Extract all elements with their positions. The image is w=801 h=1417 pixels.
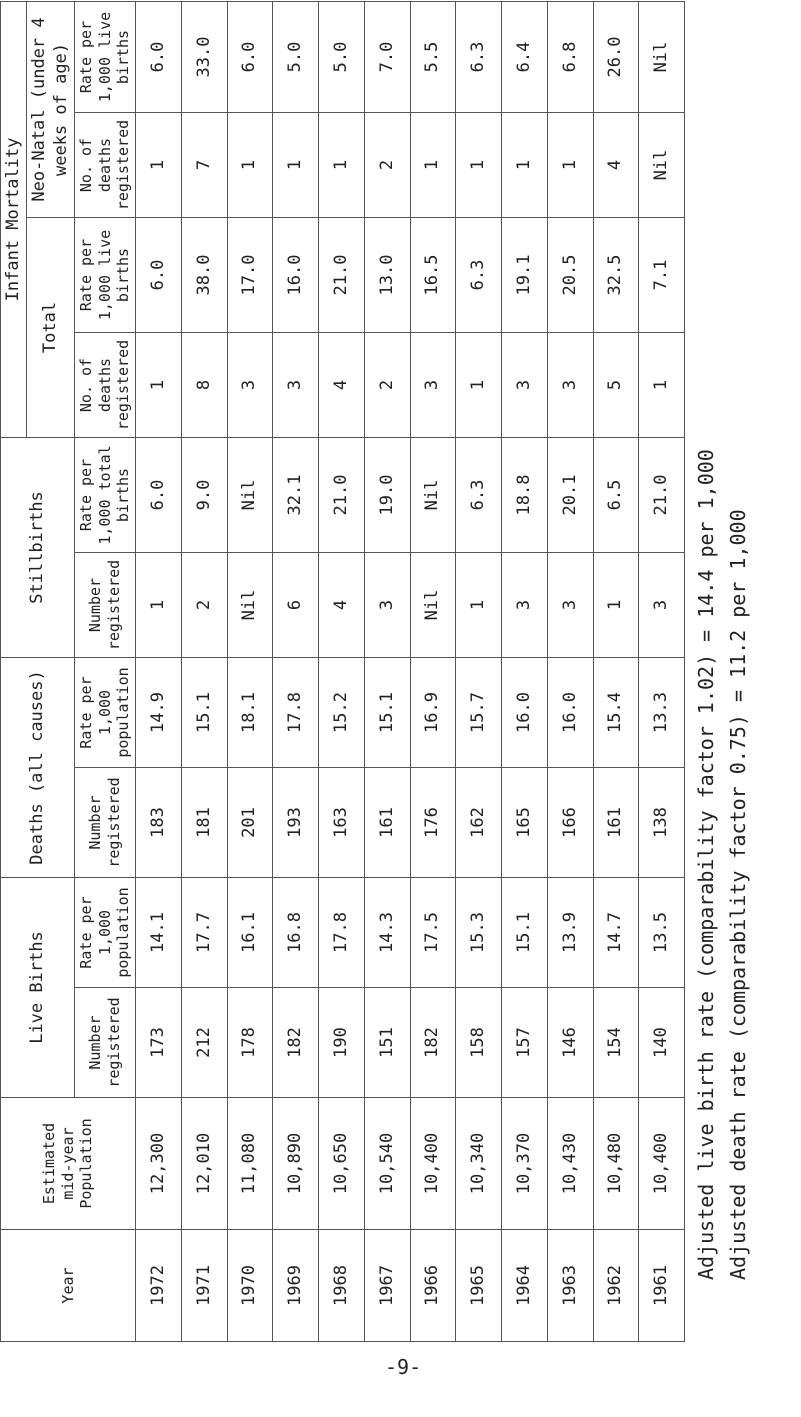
- table-row: [181, 1, 227, 1341]
- stillbirths-number-cell: 3: [502, 553, 548, 658]
- stillbirths-number-cell: 1: [456, 553, 502, 658]
- neo-natal-rate-cell: 5.0: [319, 1, 365, 112]
- stillbirths-number-cell: 4: [319, 553, 365, 658]
- deaths-rate-cell: 15.2: [319, 658, 365, 768]
- deaths-rate-cell: 16.9: [410, 658, 456, 768]
- table-row: [364, 1, 410, 1341]
- header-neo-natal: Neo-Natal (under 4 weeks of age): [27, 1, 75, 217]
- population-cell: 10,890: [273, 1098, 319, 1230]
- footnote-adjusted-birth-rate: Adjusted live birth rate (comparability factor 1.02) = 14.4 per 1,000: [694, 449, 718, 1280]
- deaths-number-cell: 201: [227, 768, 273, 878]
- infant-rate-cell: 17.0: [227, 218, 273, 333]
- table-row: [502, 1, 548, 1341]
- page-number: -9-: [385, 1355, 422, 1379]
- live-births-number-cell: 190: [319, 988, 365, 1098]
- deaths-rate-cell: 16.0: [502, 658, 548, 768]
- live-births-rate-cell: 17.7: [181, 878, 227, 988]
- neo-natal-number-cell: 1: [502, 113, 548, 218]
- stillbirths-rate-cell: 21.0: [639, 438, 685, 553]
- neo-natal-rate-cell: 6.0: [136, 1, 182, 112]
- stillbirths-rate-cell: 20.1: [547, 438, 593, 553]
- infant-deaths-number-cell: 1: [639, 333, 685, 438]
- live-births-number-cell: 178: [227, 988, 273, 1098]
- stillbirths-number-cell: Nil: [410, 553, 456, 658]
- infant-rate-cell: 16.5: [410, 218, 456, 333]
- live-births-number-cell: 140: [639, 988, 685, 1098]
- stillbirths-rate-cell: Nil: [227, 438, 273, 553]
- live-births-number-cell: 182: [273, 988, 319, 1098]
- table-row: [319, 1, 365, 1341]
- header-neo-number: No. of deaths registered: [74, 113, 135, 218]
- neo-natal-rate-cell: 33.0: [181, 1, 227, 112]
- live-births-rate-cell: 14.1: [136, 878, 182, 988]
- infant-deaths-number-cell: 1: [456, 333, 502, 438]
- vital-statistics-table: [0, 1, 685, 1342]
- table-row: [639, 1, 685, 1341]
- header-inf-number: No. of deaths registered: [74, 333, 135, 438]
- stillbirths-rate-cell: 18.8: [502, 438, 548, 553]
- header-inf-rate: Rate per 1,000 live births: [74, 218, 135, 333]
- population-cell: 10,480: [593, 1098, 639, 1230]
- neo-natal-number-cell: Nil: [639, 113, 685, 218]
- rotated-table-container: [0, 2, 685, 1342]
- infant-deaths-number-cell: 3: [227, 333, 273, 438]
- table-row: [227, 1, 273, 1341]
- population-cell: 11,080: [227, 1098, 273, 1230]
- neo-natal-rate-cell: 6.3: [456, 1, 502, 112]
- live-births-rate-cell: 17.5: [410, 878, 456, 988]
- footnote-adjusted-death-rate: Adjusted death rate (comparability factor 0.75) = 11.2 per 1,000: [726, 509, 750, 1280]
- live-births-rate-cell: 16.8: [273, 878, 319, 988]
- stillbirths-rate-cell: 6.0: [136, 438, 182, 553]
- infant-deaths-number-cell: 1: [136, 333, 182, 438]
- table-row: [410, 1, 456, 1341]
- infant-deaths-number-cell: 5: [593, 333, 639, 438]
- population-cell: 10,340: [456, 1098, 502, 1230]
- header-neo-rate: Rate per 1,000 live births: [74, 1, 135, 112]
- neo-natal-rate-cell: Nil: [639, 1, 685, 112]
- year-cell: 1968: [319, 1230, 365, 1342]
- infant-rate-cell: 7.1: [639, 218, 685, 333]
- year-cell: 1962: [593, 1230, 639, 1342]
- live-births-number-cell: 182: [410, 988, 456, 1098]
- live-births-rate-cell: 14.3: [364, 878, 410, 988]
- stillbirths-number-cell: 1: [593, 553, 639, 658]
- deaths-number-cell: 162: [456, 768, 502, 878]
- stillbirths-number-cell: 2: [181, 553, 227, 658]
- live-births-number-cell: 173: [136, 988, 182, 1098]
- infant-rate-cell: 20.5: [547, 218, 593, 333]
- stillbirths-rate-cell: 21.0: [319, 438, 365, 553]
- stillbirths-number-cell: 3: [547, 553, 593, 658]
- header-population: Estimated mid-year Population: [1, 1098, 136, 1230]
- year-cell: 1963: [547, 1230, 593, 1342]
- stillbirths-number-cell: 1: [136, 553, 182, 658]
- infant-deaths-number-cell: 3: [547, 333, 593, 438]
- deaths-rate-cell: 16.0: [547, 658, 593, 768]
- deaths-number-cell: 138: [639, 768, 685, 878]
- live-births-number-cell: 212: [181, 988, 227, 1098]
- year-cell: 1966: [410, 1230, 456, 1342]
- infant-rate-cell: 6.0: [136, 218, 182, 333]
- year-cell: 1972: [136, 1230, 182, 1342]
- stillbirths-rate-cell: 6.3: [456, 438, 502, 553]
- live-births-rate-cell: 13.9: [547, 878, 593, 988]
- neo-natal-number-cell: 1: [227, 113, 273, 218]
- live-births-rate-cell: 13.5: [639, 878, 685, 988]
- live-births-number-cell: 154: [593, 988, 639, 1098]
- neo-natal-number-cell: 1: [547, 113, 593, 218]
- neo-natal-number-cell: 4: [593, 113, 639, 218]
- deaths-rate-cell: 15.7: [456, 658, 502, 768]
- year-cell: 1971: [181, 1230, 227, 1342]
- header-live-births: Live Births: [1, 878, 75, 1098]
- deaths-number-cell: 193: [273, 768, 319, 878]
- infant-rate-cell: 13.0: [364, 218, 410, 333]
- header-lb-number: Number registered: [74, 988, 135, 1098]
- stillbirths-number-cell: 3: [364, 553, 410, 658]
- neo-natal-number-cell: 1: [410, 113, 456, 218]
- deaths-rate-cell: 14.9: [136, 658, 182, 768]
- infant-rate-cell: 21.0: [319, 218, 365, 333]
- population-cell: 10,430: [547, 1098, 593, 1230]
- population-cell: 10,400: [639, 1098, 685, 1230]
- table-row: [593, 1, 639, 1341]
- table-row: [456, 1, 502, 1341]
- deaths-rate-cell: 18.1: [227, 658, 273, 768]
- neo-natal-number-cell: 7: [181, 113, 227, 218]
- neo-natal-rate-cell: 7.0: [364, 1, 410, 112]
- live-births-rate-cell: 15.3: [456, 878, 502, 988]
- live-births-rate-cell: 17.8: [319, 878, 365, 988]
- neo-natal-rate-cell: 5.5: [410, 1, 456, 112]
- infant-deaths-number-cell: 3: [502, 333, 548, 438]
- deaths-rate-cell: 17.8: [273, 658, 319, 768]
- infant-deaths-number-cell: 4: [319, 333, 365, 438]
- live-births-number-cell: 157: [502, 988, 548, 1098]
- stillbirths-rate-cell: 32.1: [273, 438, 319, 553]
- infant-rate-cell: 16.0: [273, 218, 319, 333]
- infant-rate-cell: 6.3: [456, 218, 502, 333]
- infant-deaths-number-cell: 8: [181, 333, 227, 438]
- year-cell: 1967: [364, 1230, 410, 1342]
- population-cell: 10,540: [364, 1098, 410, 1230]
- infant-rate-cell: 19.1: [502, 218, 548, 333]
- year-cell: 1965: [456, 1230, 502, 1342]
- stillbirths-number-cell: Nil: [227, 553, 273, 658]
- year-cell: 1964: [502, 1230, 548, 1342]
- deaths-number-cell: 166: [547, 768, 593, 878]
- table-row: [136, 1, 182, 1341]
- live-births-rate-cell: 15.1: [502, 878, 548, 988]
- header-d-number: Number registered: [74, 768, 135, 878]
- header-stillbirths: Stillbirths: [1, 438, 75, 658]
- table-body: [136, 1, 685, 1341]
- neo-natal-rate-cell: 6.8: [547, 1, 593, 112]
- stillbirths-rate-cell: 9.0: [181, 438, 227, 553]
- neo-natal-number-cell: 2: [364, 113, 410, 218]
- neo-natal-rate-cell: 5.0: [273, 1, 319, 112]
- neo-natal-rate-cell: 6.0: [227, 1, 273, 112]
- live-births-number-cell: 146: [547, 988, 593, 1098]
- population-cell: 10,400: [410, 1098, 456, 1230]
- year-cell: 1961: [639, 1230, 685, 1342]
- deaths-rate-cell: 15.4: [593, 658, 639, 768]
- neo-natal-rate-cell: 26.0: [593, 1, 639, 112]
- deaths-number-cell: 161: [593, 768, 639, 878]
- deaths-rate-cell: 13.3: [639, 658, 685, 768]
- population-cell: 10,650: [319, 1098, 365, 1230]
- deaths-number-cell: 163: [319, 768, 365, 878]
- deaths-number-cell: 176: [410, 768, 456, 878]
- header-year: Year: [1, 1230, 136, 1342]
- table-row: [547, 1, 593, 1341]
- stillbirths-number-cell: 6: [273, 553, 319, 658]
- population-cell: 10,370: [502, 1098, 548, 1230]
- stillbirths-rate-cell: Nil: [410, 438, 456, 553]
- neo-natal-number-cell: 1: [319, 113, 365, 218]
- live-births-rate-cell: 16.1: [227, 878, 273, 988]
- header-d-rate: Rate per 1,000 population: [74, 658, 135, 768]
- live-births-rate-cell: 14.7: [593, 878, 639, 988]
- header-sb-rate: Rate per 1,000 total births: [74, 438, 135, 553]
- year-cell: 1969: [273, 1230, 319, 1342]
- neo-natal-rate-cell: 6.4: [502, 1, 548, 112]
- infant-deaths-number-cell: 2: [364, 333, 410, 438]
- population-cell: 12,300: [136, 1098, 182, 1230]
- header-deaths: Deaths (all causes): [1, 658, 75, 878]
- deaths-number-cell: 161: [364, 768, 410, 878]
- stillbirths-number-cell: 3: [639, 553, 685, 658]
- table-row: [273, 1, 319, 1341]
- deaths-number-cell: 181: [181, 768, 227, 878]
- live-births-number-cell: 151: [364, 988, 410, 1098]
- infant-rate-cell: 38.0: [181, 218, 227, 333]
- neo-natal-number-cell: 1: [136, 113, 182, 218]
- infant-deaths-number-cell: 3: [273, 333, 319, 438]
- year-cell: 1970: [227, 1230, 273, 1342]
- stillbirths-rate-cell: 6.5: [593, 438, 639, 553]
- live-births-number-cell: 158: [456, 988, 502, 1098]
- population-cell: 12,010: [181, 1098, 227, 1230]
- neo-natal-number-cell: 1: [273, 113, 319, 218]
- neo-natal-number-cell: 1: [456, 113, 502, 218]
- deaths-rate-cell: 15.1: [181, 658, 227, 768]
- stillbirths-rate-cell: 19.0: [364, 438, 410, 553]
- footnotes: [690, 80, 790, 1280]
- deaths-number-cell: 165: [502, 768, 548, 878]
- infant-rate-cell: 32.5: [593, 218, 639, 333]
- header-total: Total: [27, 218, 75, 438]
- deaths-number-cell: 183: [136, 768, 182, 878]
- infant-deaths-number-cell: 3: [410, 333, 456, 438]
- header-lb-rate: Rate per 1,000 population: [74, 878, 135, 988]
- header-infant-mortality: Infant Mortality: [1, 1, 27, 437]
- deaths-rate-cell: 15.1: [364, 658, 410, 768]
- header-sb-number: Number registered: [74, 553, 135, 658]
